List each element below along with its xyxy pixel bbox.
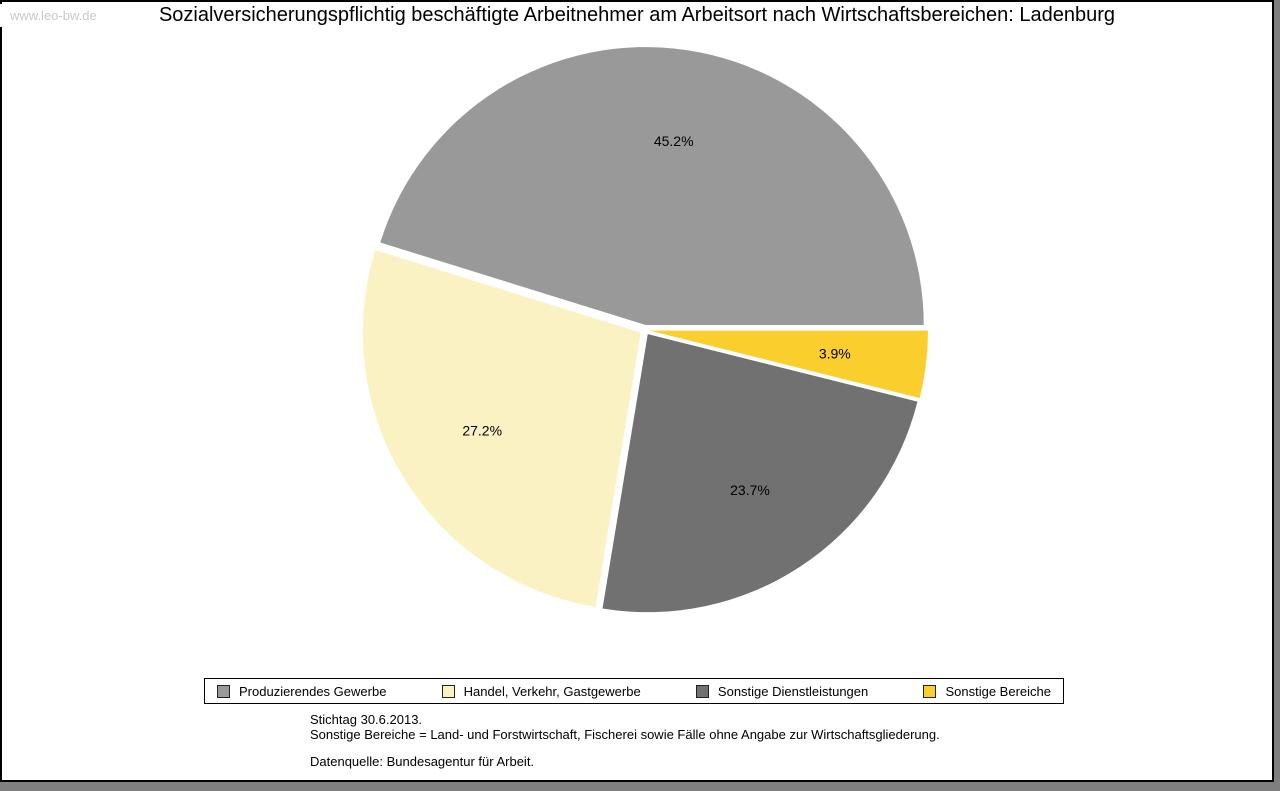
pie-slice-label: 23.7% — [730, 481, 770, 498]
footnotes — [310, 712, 940, 769]
legend-swatch-icon — [442, 685, 455, 698]
pie-chart — [2, 2, 1272, 780]
pie-slice-label: 45.2% — [653, 132, 694, 149]
legend-item — [217, 684, 386, 699]
pie-slice-label: 27.2% — [462, 422, 503, 439]
legend-swatch-icon — [923, 685, 936, 698]
watermark: www.leo-bw.de — [0, 4, 107, 27]
legend-item — [923, 684, 1051, 699]
legend — [204, 678, 1064, 704]
chart-title: Sozialversicherungspflichtig beschäftigte Arbeitnehmer am Arbeitsort nach Wirtschaftsbereichen: Ladenburg — [158, 4, 1116, 26]
legend-item — [696, 684, 868, 699]
footnote-date: Stichtag 30.6.2013. — [310, 712, 423, 727]
legend-label: Sonstige Dienstleistungen — [717, 683, 869, 699]
legend-label: Sonstige Bereiche — [945, 683, 1051, 699]
legend-item — [442, 684, 641, 699]
footnote-source: Datenquelle: Bundesagentur für Arbeit. — [310, 754, 535, 769]
legend-swatch-icon — [217, 685, 230, 698]
legend-label: Handel, Verkehr, Gastgewerbe — [463, 683, 641, 699]
legend-swatch-icon — [696, 685, 709, 698]
legend-label: Produzierendes Gewerbe — [239, 683, 387, 699]
footnote-definition: Sonstige Bereiche = Land- und Forstwirtschaft, Fischerei sowie Fälle ohne Angabe zur Wirtschaftsgliederung. — [310, 727, 940, 742]
pie-slice-label: 3.9% — [818, 345, 851, 362]
